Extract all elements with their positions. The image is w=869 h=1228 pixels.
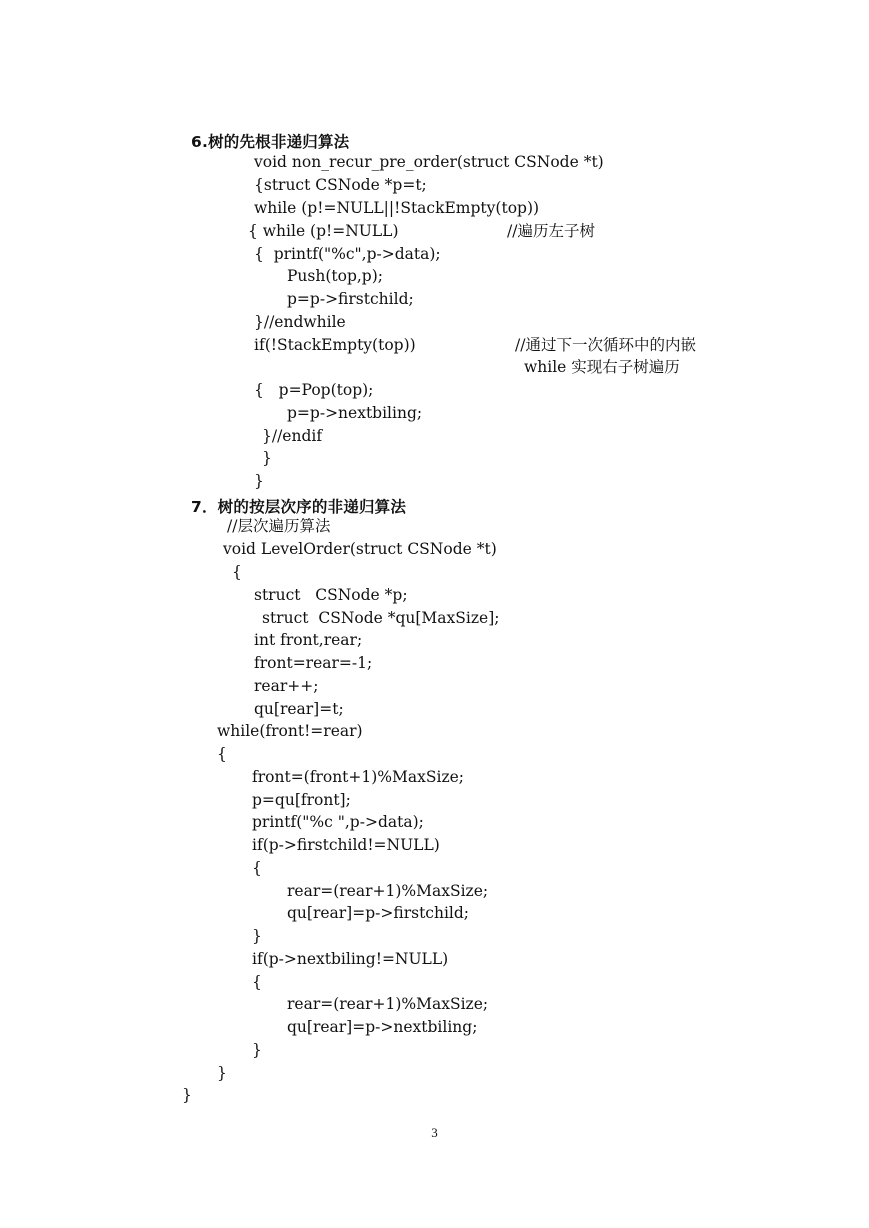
code-line: if(p->nextbiling!=NULL) [252, 950, 449, 968]
code-line: rear++; [254, 677, 319, 695]
code-line: void LevelOrder(struct CSNode *t) [223, 540, 497, 558]
code-comment: while 实现右子树遍历 [524, 358, 680, 376]
code-line: }//endwhile [254, 313, 346, 331]
code-line: } [254, 472, 264, 490]
code-line: while (p!=NULL||!StackEmpty(top)) [254, 199, 540, 217]
code-line: void non_recur_pre_order(struct CSNode *t) [254, 153, 604, 171]
code-comment: //遍历左子树 [507, 222, 595, 240]
page-number: 3 [431, 1125, 438, 1140]
section-7-heading: 7．树的按层次序的非递归算法 [191, 498, 407, 516]
code-line: struct CSNode *p; [254, 586, 408, 604]
code-line: { printf("%c",p->data); [254, 245, 441, 263]
code-line: qu[rear]=t; [254, 700, 344, 718]
code-line: } [262, 449, 272, 467]
code-line: p=p->firstchild; [287, 290, 414, 308]
section-6-heading: 6.树的先根非递归算法 [191, 133, 350, 151]
code-line: int front,rear; [254, 631, 363, 649]
code-comment: //通过下一次循环中的内嵌 [515, 336, 696, 354]
code-line: { [252, 973, 262, 991]
code-line: front=rear=-1; [254, 654, 373, 672]
code-line: qu[rear]=p->firstchild; [287, 904, 470, 922]
code-line: rear=(rear+1)%MaxSize; [287, 882, 489, 900]
code-line: { [232, 563, 242, 581]
code-line: { [252, 859, 262, 877]
code-line: if(!StackEmpty(top)) [254, 336, 416, 354]
code-line: struct CSNode *qu[MaxSize]; [262, 609, 500, 627]
code-line: } [217, 1064, 227, 1082]
code-line: { [217, 745, 227, 763]
code-line: }//endif [262, 427, 323, 445]
code-line: {struct CSNode *p=t; [254, 176, 427, 194]
code-line: p=p->nextbiling; [287, 404, 423, 422]
code-line: } [252, 1041, 262, 1059]
code-line: { while (p!=NULL) [248, 222, 399, 240]
code-line: } [252, 927, 262, 945]
code-line: } [182, 1086, 192, 1104]
code-line: front=(front+1)%MaxSize; [252, 768, 465, 786]
code-line: printf("%c ",p->data); [252, 813, 424, 831]
code-line: if(p->firstchild!=NULL) [252, 836, 440, 854]
code-line: rear=(rear+1)%MaxSize; [287, 995, 489, 1013]
code-line: p=qu[front]; [252, 791, 351, 809]
code-line: qu[rear]=p->nextbiling; [287, 1018, 478, 1036]
code-comment: //层次遍历算法 [227, 517, 331, 535]
code-line: Push(top,p); [287, 267, 383, 285]
code-line: { p=Pop(top); [254, 381, 374, 399]
code-line: while(front!=rear) [217, 722, 363, 740]
